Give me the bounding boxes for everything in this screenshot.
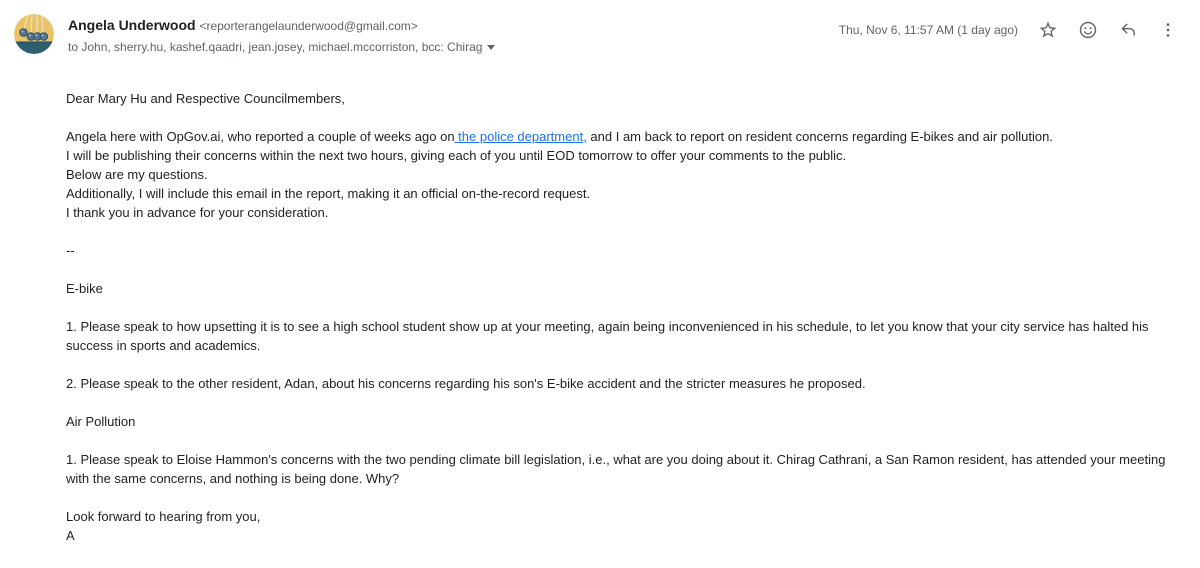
blank-line [66,488,1180,507]
emoji-icon [1078,20,1098,40]
section-ebike: E-bike [66,281,103,296]
timestamp: Thu, Nov 6, 11:57 AM (1 day ago) [838,23,1018,37]
intro-after-link: and I am back to report on resident concerns regarding E-bikes and air pollution. [586,129,1053,144]
reply-icon [1118,20,1138,40]
newtons-cradle-avatar-icon [14,14,54,54]
star-icon [1038,20,1058,40]
section-air-pollution: Air Pollution [66,414,136,429]
intro-before-link: Angela here with OpGov.ai, who reported a couple of weeks ago on [66,129,455,144]
email-body [0,55,1200,545]
question-ebike-1: 1. Please speak to how upsetting it is to see a high school student show up at your meeting, again being inconvenienced in his schedule, to let you know that your city service has halted his success in sports and academics. [66,319,1149,353]
email-header [0,0,1200,55]
publishing-line: I will be publishing their concerns within the next two hours, giving each of you until EOD tomorrow to offer your comments to the public. [66,148,847,163]
more-vertical-icon [1158,20,1178,40]
below-questions-line: Below are my questions. [66,167,208,182]
blank-line [66,431,1180,450]
header-actions [839,14,1188,46]
salutation: Dear Mary Hu and Respective Councilmembers, [66,91,345,106]
blank-line [66,298,1180,317]
blank-line [66,393,1180,412]
blank-line [66,222,1180,241]
emoji-reaction-button[interactable] [1068,10,1108,50]
recipients-summary[interactable] [68,39,495,55]
thanks-line: I thank you in advance for your consideration. [66,205,329,220]
sender-block [68,14,839,55]
sender-email: <reporterangelaunderwood@gmail.com> [199,19,418,33]
show-details-icon[interactable] [487,44,495,50]
reply-button[interactable] [1108,10,1148,50]
sender-name: Angela Underwood [68,17,196,33]
additionally-line: Additionally, I will include this email in the report, making it an official on-the-record request. [66,186,591,201]
sender-avatar[interactable] [14,14,54,54]
more-options-button[interactable] [1148,10,1188,50]
blank-line [66,355,1180,374]
sender-line [68,16,839,35]
star-button[interactable] [1028,10,1068,50]
intro-line [66,127,1180,146]
closing-line: Look forward to hearing from you, [66,509,261,524]
signature-separator: -- [66,243,75,258]
question-ebike-2: 2. Please speak to the other resident, Adan, about his concerns regarding his son's E-bike accident and the stricter measures he proposed. [66,376,866,391]
police-department-link[interactable]: the police department, [454,129,587,144]
blank-line [66,260,1180,279]
signature: A [66,528,75,543]
question-air-1: 1. Please speak to Eloise Hammon's concerns with the two pending climate bill legislation, i.e., what are you doing about it. Chirag Cathrani, a San Ramon resident, has attended your meeting with the same concerns, and nothing is being done. Why? [66,452,1166,486]
blank-line [66,108,1180,127]
recipients-text: to John, sherry.hu, kashef.qaadri, jean.josey, michael.mccorriston, bcc: Chirag [68,40,483,54]
